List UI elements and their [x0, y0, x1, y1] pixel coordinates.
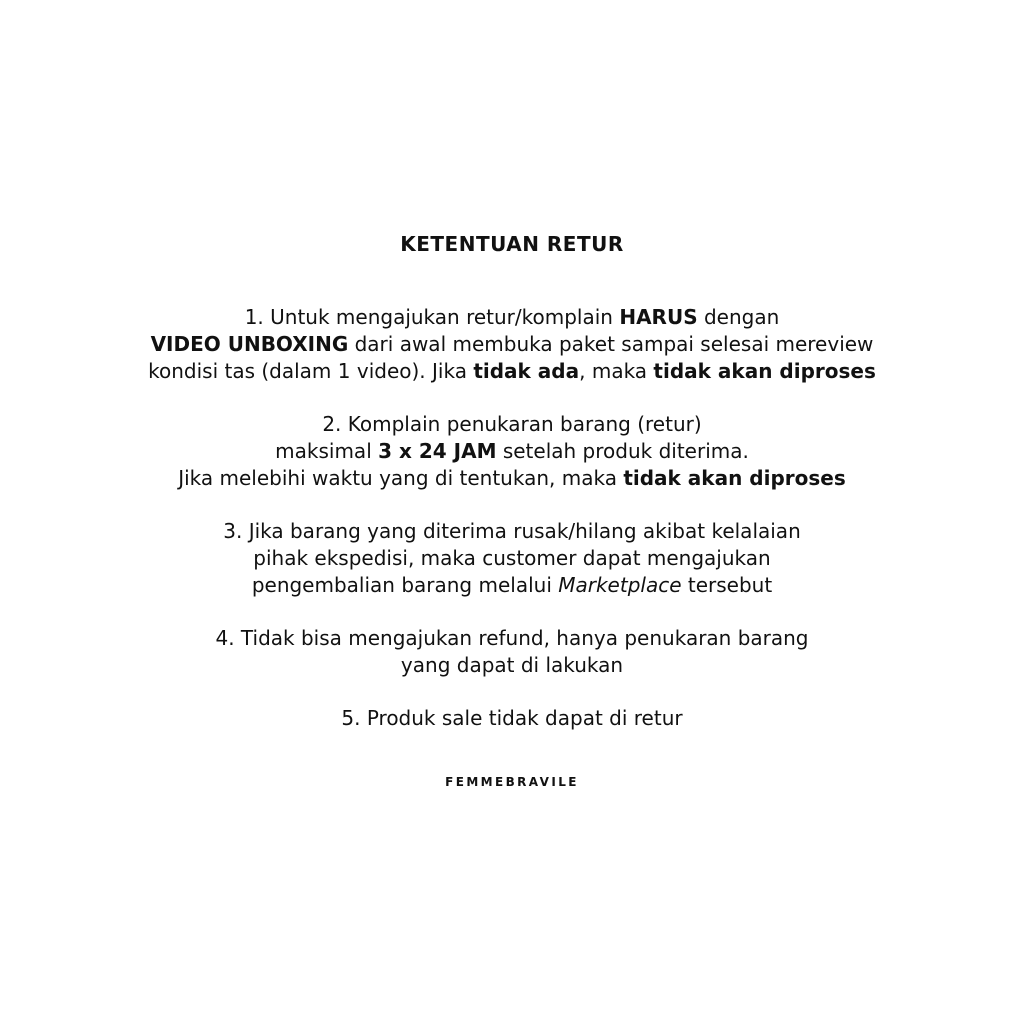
rule-text: 1. Untuk mengajukan retur/komplain: [244, 305, 620, 329]
rule-line: [40, 438, 984, 465]
rule-emphasis-bold: tidak akan diproses: [653, 359, 876, 383]
rule-line: [40, 705, 984, 732]
rule-text: pihak ekspedisi, maka customer dapat mengajukan: [253, 546, 771, 570]
rule-text: kondisi tas (dalam 1 video). Jika: [148, 359, 474, 383]
rule-emphasis-bold: tidak akan diproses: [623, 466, 846, 490]
rule-line: [40, 358, 984, 385]
rule-emphasis-bold: tidak ada: [473, 359, 580, 383]
rule-text: 5. Produk sale tidak dapat di retur: [341, 706, 683, 730]
rule-text: , maka: [579, 359, 654, 383]
rule-item: [40, 705, 984, 732]
rule-text: 4. Tidak bisa mengajukan refund, hanya penukaran barang: [215, 626, 809, 650]
rule-text: pengembalian barang melalui: [251, 573, 559, 597]
rule-emphasis-bold: VIDEO UNBOXING: [150, 332, 349, 356]
rule-line: [40, 625, 984, 652]
rule-line: [40, 545, 984, 572]
rule-text: maksimal: [275, 439, 379, 463]
rule-text: Jika melebihi waktu yang di tentukan, maka: [178, 466, 624, 490]
rule-text: tersebut: [681, 573, 773, 597]
rule-text: dengan: [697, 305, 780, 329]
rule-text: dari awal membuka paket sampai selesai mereview: [348, 332, 874, 356]
rule-line: [40, 304, 984, 331]
rule-item: [40, 625, 984, 679]
rule-line: [40, 411, 984, 438]
rule-emphasis-bold: HARUS: [619, 305, 698, 329]
rules-list: [40, 304, 984, 758]
rule-line: [40, 331, 984, 358]
rule-line: [40, 652, 984, 679]
rule-text: 2. Komplain penukaran barang (retur): [322, 412, 702, 436]
page-title: KETENTUAN RETUR: [400, 232, 624, 256]
rule-item: [40, 518, 984, 599]
rule-emphasis-italic: Marketplace: [558, 573, 682, 597]
rule-text: 3. Jika barang yang diterima rusak/hilang akibat kelalaian: [223, 519, 801, 543]
rule-line: [40, 465, 984, 492]
rule-item: [40, 304, 984, 385]
rule-line: [40, 518, 984, 545]
brand-name: FEMMEBRAVILE: [445, 775, 579, 789]
rule-emphasis-bold: 3 x 24 JAM: [378, 439, 497, 463]
rule-text: setelah produk diterima.: [496, 439, 749, 463]
rule-text: yang dapat di lakukan: [400, 653, 624, 677]
rule-item: [40, 411, 984, 492]
rule-line: [40, 572, 984, 599]
